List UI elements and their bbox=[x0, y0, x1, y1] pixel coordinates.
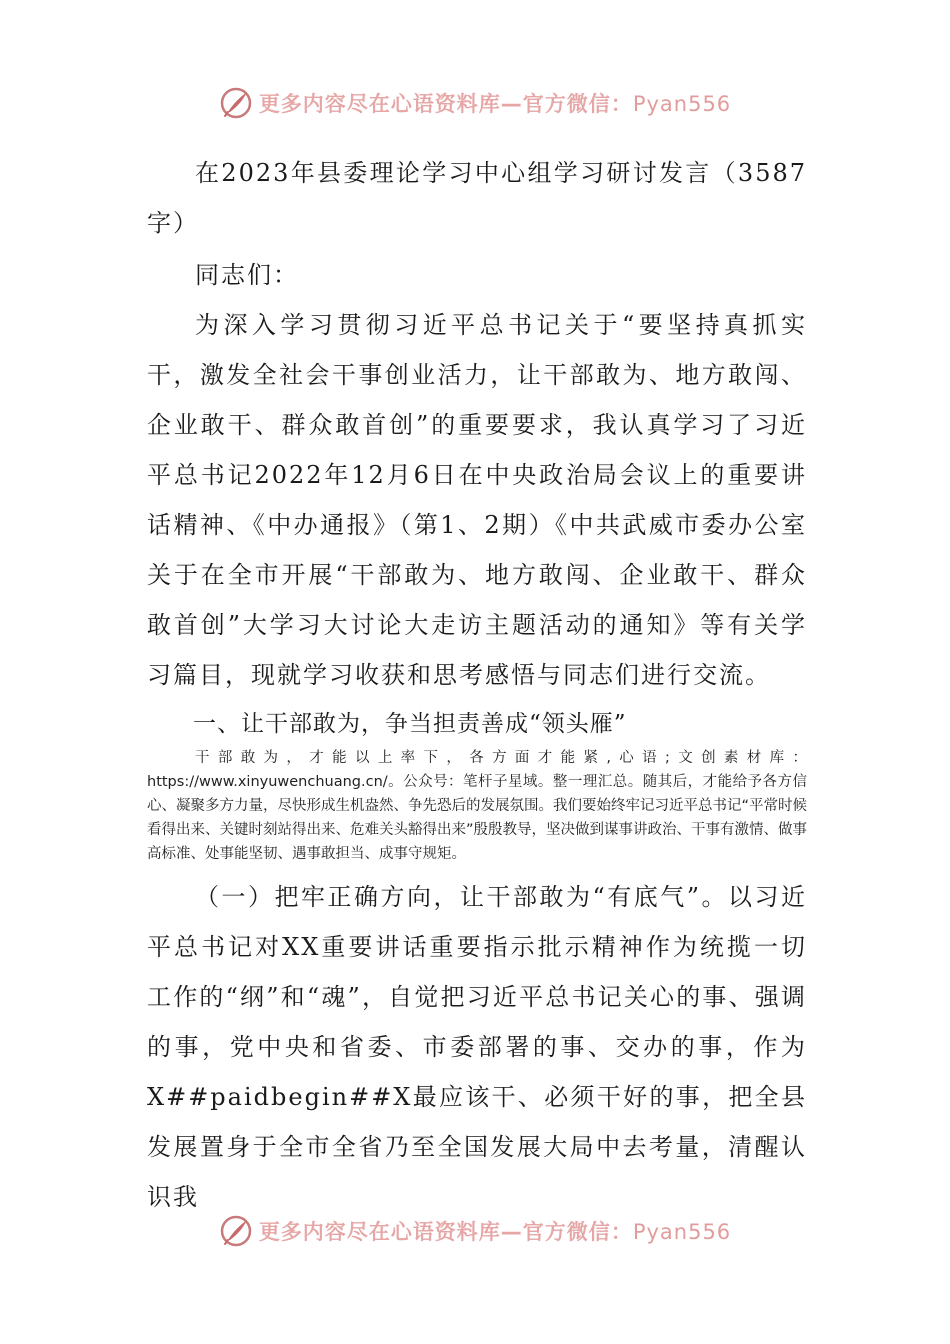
subsection-paragraph-1: （一）把牢正确方向，让干部敢为“有底气”。以习近平总书记对XX重要讲话重要指示批示精神作为统揽一切工作的“纲”和“魂”，自觉把习近平总书记关心的事、强调的事，党中央和省委、市委部署的事、交办的事，作为X##paidbegin##X最应该干、必须干好的事，把全县发展置身于全市全省乃至全国发展大局中去考量，清醒认识我 bbox=[147, 883, 807, 1211]
banner-wechat-id: Pyan556 bbox=[632, 1220, 732, 1244]
quill-logo-icon bbox=[219, 1214, 253, 1248]
document-title: 在2023年县委理论学习中心组学习研讨发言（3587字） bbox=[147, 159, 807, 237]
banner-text bbox=[259, 1216, 731, 1246]
quill-logo-icon bbox=[219, 86, 253, 120]
banner-wechat-id: Pyan556 bbox=[632, 92, 732, 116]
banner-text-cn: 更多内容尽在心语资料库—官方微信： bbox=[258, 1220, 633, 1244]
small-print-paragraph: 干部敢为，才能以上率下，各方面才能紧,心语;文创素材库：https://www.xinyuwenchuang.cn/。公众号：笔杆子星域。整一理汇总。随其后，才能给予各方信心、凝聚多方力量，尽快形成生机盎然、争先恐后的发展氛围。我们要始终牢记习近平总书记“平常时候看得出来、关键时刻站得出来、危难关头豁得出来”殷殷教导，坚决做到谋事讲政治、干事有激情、做事高标准、处事能坚韧、遇事敢担当、成事守规矩。 bbox=[147, 750, 808, 862]
header-watermark-banner bbox=[0, 78, 950, 128]
intro-paragraph: 为深入学习贯彻习近平总书记关于“要坚持真抓实干，激发全社会干事创业活力，让干部敢为、地方敢闯、企业敢干、群众敢首创”的重要要求，我认真学习了习近平总书记2022年12月6日在中央政治局会议上的重要讲话精神、《中办通报》（第1、2期）《中共武威市委办公室关于在全市开展“干部敢为、地方敢闯、企业敢干、群众敢首创”大学习大讨论大走访主题活动的通知》等有关学习篇目，现就学习收获和思考感悟与同志们进行交流。 bbox=[147, 311, 807, 689]
banner-text-cn: 更多内容尽在心语资料库—官方微信： bbox=[258, 92, 633, 116]
greeting: 同志们： bbox=[195, 261, 299, 289]
footer-watermark-banner bbox=[0, 1206, 950, 1256]
document-body bbox=[147, 148, 807, 1222]
section-heading-1: 一、让干部敢为，争当担责善成“领头雁” bbox=[193, 711, 627, 737]
banner-text bbox=[259, 88, 731, 118]
